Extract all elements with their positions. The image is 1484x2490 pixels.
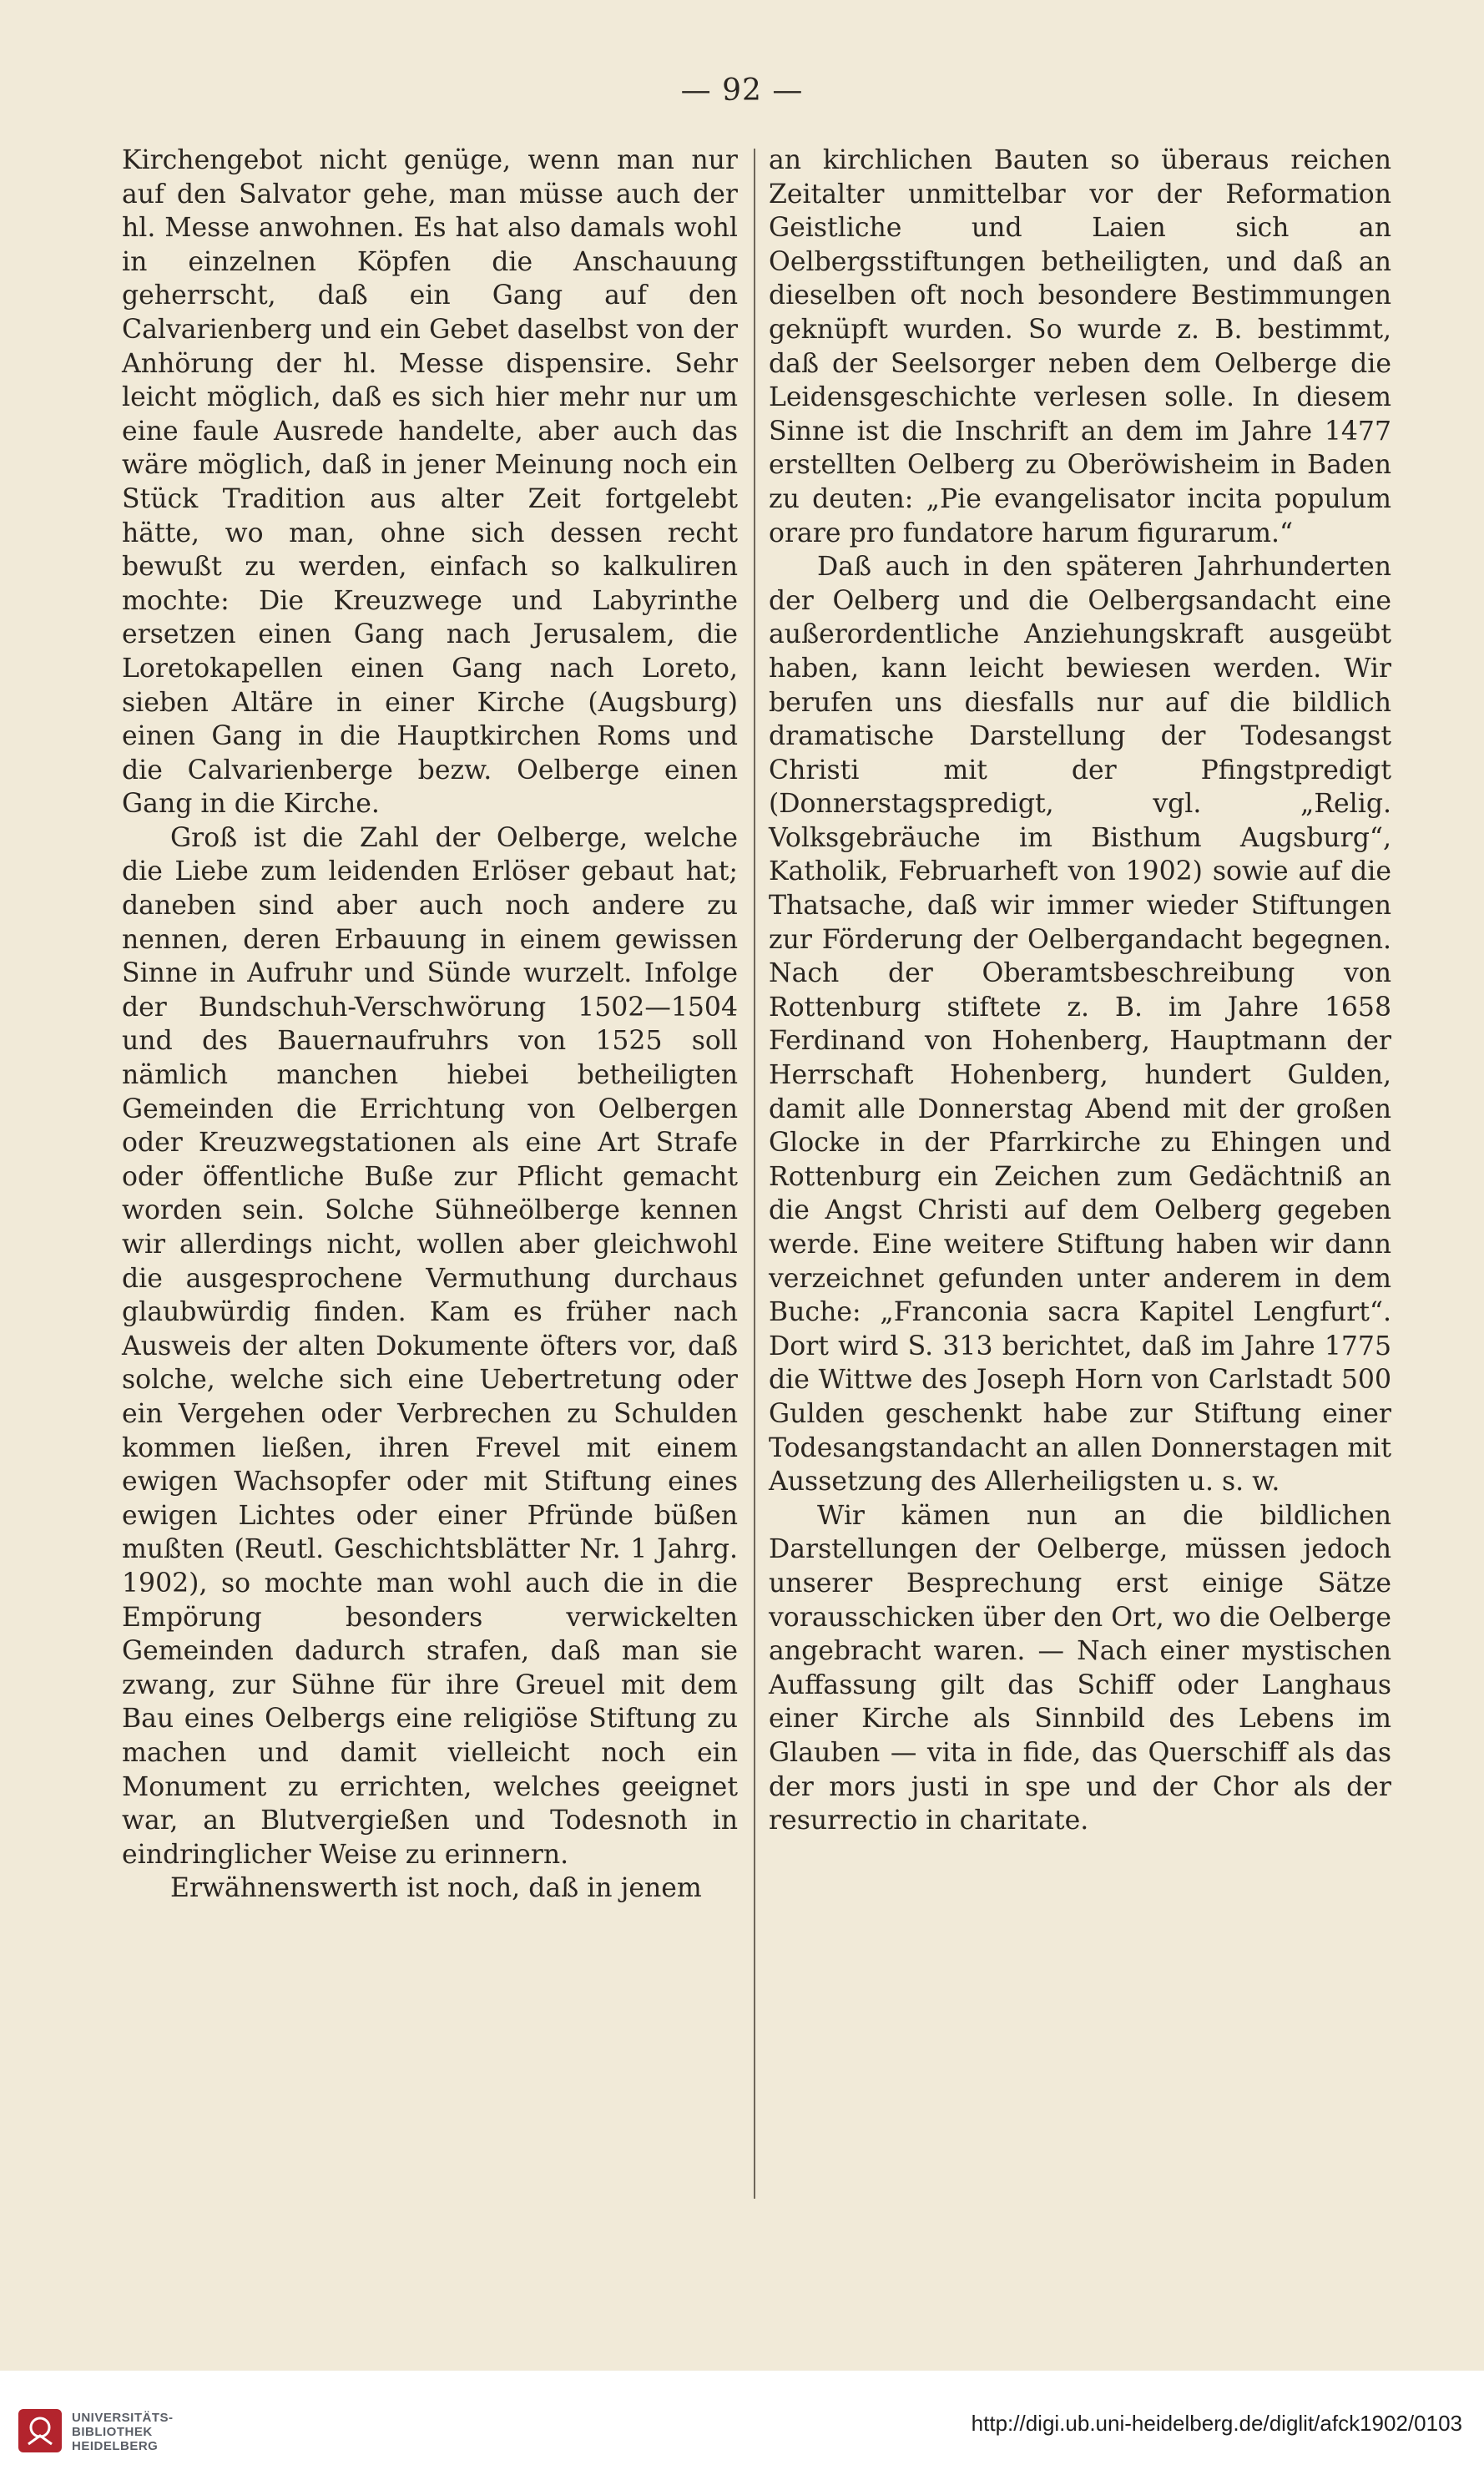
library-seal-icon	[17, 2407, 63, 2454]
right-column	[769, 144, 1391, 1838]
paragraph: Daß auch in den späteren Jahrhunderten der Oelberg und die Oelbergsandacht eine außerordentliche Anziehungskraft ausgeübt haben, kann leicht bewiesen werden. Wir berufen uns diesfalls nur auf die bildlich dramatische Darstellung der Todesangst Christi mit der Pfingstpredigt (Donnerstagspredigt, vgl. „Relig. Volksgebräuche im Bisthum Augsburg“, Katholik, Februarheft von 1902) sowie auf die Thatsache, daß wir immer wieder Stiftungen zur Förderung der Oelbergandacht begegnen. Nach der Oberamtsbeschreibung von Rottenburg stiftete z. B. im Jahre 1658 Ferdinand von Hohenberg, Hauptmann der Herrschaft Hohenberg, hundert Gulden, damit alle Donnerstag Abend mit der großen Glocke in der Pfarrkirche zu Ehingen und Rottenburg ein Zeichen zum Gedächtniß an die Angst Christi auf dem Oelberg gegeben werde. Eine weitere Stiftung haben wir dann verzeichnet gefunden unter anderem in dem Buche: „Franconia sacra Kapitel Lengfurt“. Dort wird S. 313 berichtet, daß im Jahre 1775 die Wittwe des Joseph Horn von Carlstadt 500 Gulden geschenkt habe zur Stiftung einer Todesangstandacht an allen Donnerstagen mit Aussetzung des Allerheiligsten u. s. w.	[769, 552, 1391, 1498]
paragraph: Erwähnenswerth ist noch, daß in jenem	[170, 1873, 702, 1904]
source-url-link[interactable]: http://digi.ub.uni-heidelberg.de/diglit/afck1902/0103	[971, 2411, 1462, 2436]
left-column	[122, 144, 738, 1906]
logo-line: HEIDELBERG	[72, 2439, 159, 2453]
logo-line: BIBLIOTHEK	[72, 2425, 153, 2439]
column-divider	[754, 149, 755, 2199]
logo-line: UNIVERSITÄTS-	[72, 2411, 174, 2425]
library-logo[interactable]	[17, 2404, 217, 2457]
paragraph: Groß ist die Zahl der Oelberge, welche die Liebe zum leidenden Erlöser gebaut hat; daneben sind aber auch noch andere zu nennen, deren Erbauung in einem gewissen Sinne in Aufruhr und Sünde wurzelt. Infolge der Bundschuh-Verschwörung 1502—1504 und des Bauernaufruhrs von 1525 soll nämlich manchen hiebei betheiligten Gemeinden die Errichtung von Oelbergen oder Kreuzwegstationen als eine Art Strafe oder öffentliche Buße zur Pflicht gemacht worden sein. Solche Sühneölberge kennen wir allerdings nicht, wollen aber gleichwohl die ausgesprochene Vermuthung durchaus glaubwürdig finden. Kam es früher nach Ausweis der alten Dokumente öfters vor, daß solche, welche sich eine Uebertretung oder ein Vergehen oder Verbrechen zu Schulden kommen ließen, ihren Frevel mit einem ewigen Wachsopfer oder mit Stiftung eines ewigen Lichtes oder einer Pfründe büßen mußten (Reutl. Geschichtsblätter Nr. 1 Jahrg. 1902), so mochte man wohl auch die in die Empörung besonders verwickelten Gemeinden dadurch strafen, daß man sie zwang, zur Sühne für ihre Greuel mit dem Bau eines Oelbergs eine religiöse Stiftung zu machen und damit vielleicht noch ein Monument zu errichten, welches geeignet war, an Blutvergießen und Todesnoth in eindringlicher Weise zu erinnern.	[122, 822, 738, 1870]
paragraph: Wir kämen nun an die bildlichen Darstellungen der Oelberge, müssen jedoch unserer Besprechung erst einige Sätze vorausschicken über den Ort, wo die Oelberge angebracht waren. — Nach einer mystischen Auffassung gilt das Schiff oder Langhaus einer Kirche als Sinnbild des Lebens im Glauben — vita in fide, das Querschiff als das der mors justi in spe und der Chor als der resurrectio in charitate.	[769, 1500, 1391, 1836]
paragraph: an kirchlichen Bauten so überaus reichen Zeitalter unmittelbar vor der Reformation Geistliche und Laien sich an Oelbergsstiftungen betheiligten, und daß an dieselben oft noch besondere Bestimmungen geknüpft wurden. So wurde z. B. bestimmt, daß der Seelsorger neben dem Oelberge die Leidensgeschichte verlesen solle. In diesem Sinne ist die Inschrift an dem im Jahre 1477 erstellten Oelberg zu Oberöwisheim in Baden zu deuten: „Pie evangelisator incita populum orare pro fundatore harum figurarum.“	[769, 145, 1391, 548]
page-number: — 92 —	[680, 73, 804, 108]
footer-bar	[0, 2371, 1484, 2490]
paragraph: Kirchengebot nicht genüge, wenn man nur auf den Salvator gehe, man müsse auch der hl. Messe anwohnen. Es hat also damals wohl in einzelnen Köpfen die Anschauung geherrscht, daß ein Gang auf den Calvarienberg und ein Gebet daselbst von der Anhörung der hl. Messe dispensire. Sehr leicht möglich, daß es sich hier mehr nur um eine faule Ausrede handelte, aber auch das wäre möglich, daß in jener Meinung noch ein Stück Tradition aus alter Zeit fortgelebt hätte, wo man, ohne sich dessen recht bewußt zu werden, einfach so kalkuliren mochte: Die Kreuzwege und Labyrinthe ersetzen einen Gang nach Jerusalem, die Loretokapellen einen Gang nach Loreto, sieben Altäre in einer Kirche (Augsburg) einen Gang in die Hauptkirchen Roms und die Calvarienberge bezw. Oelberge einen Gang in die Kirche.	[122, 145, 738, 820]
library-logo-text	[72, 2411, 174, 2453]
